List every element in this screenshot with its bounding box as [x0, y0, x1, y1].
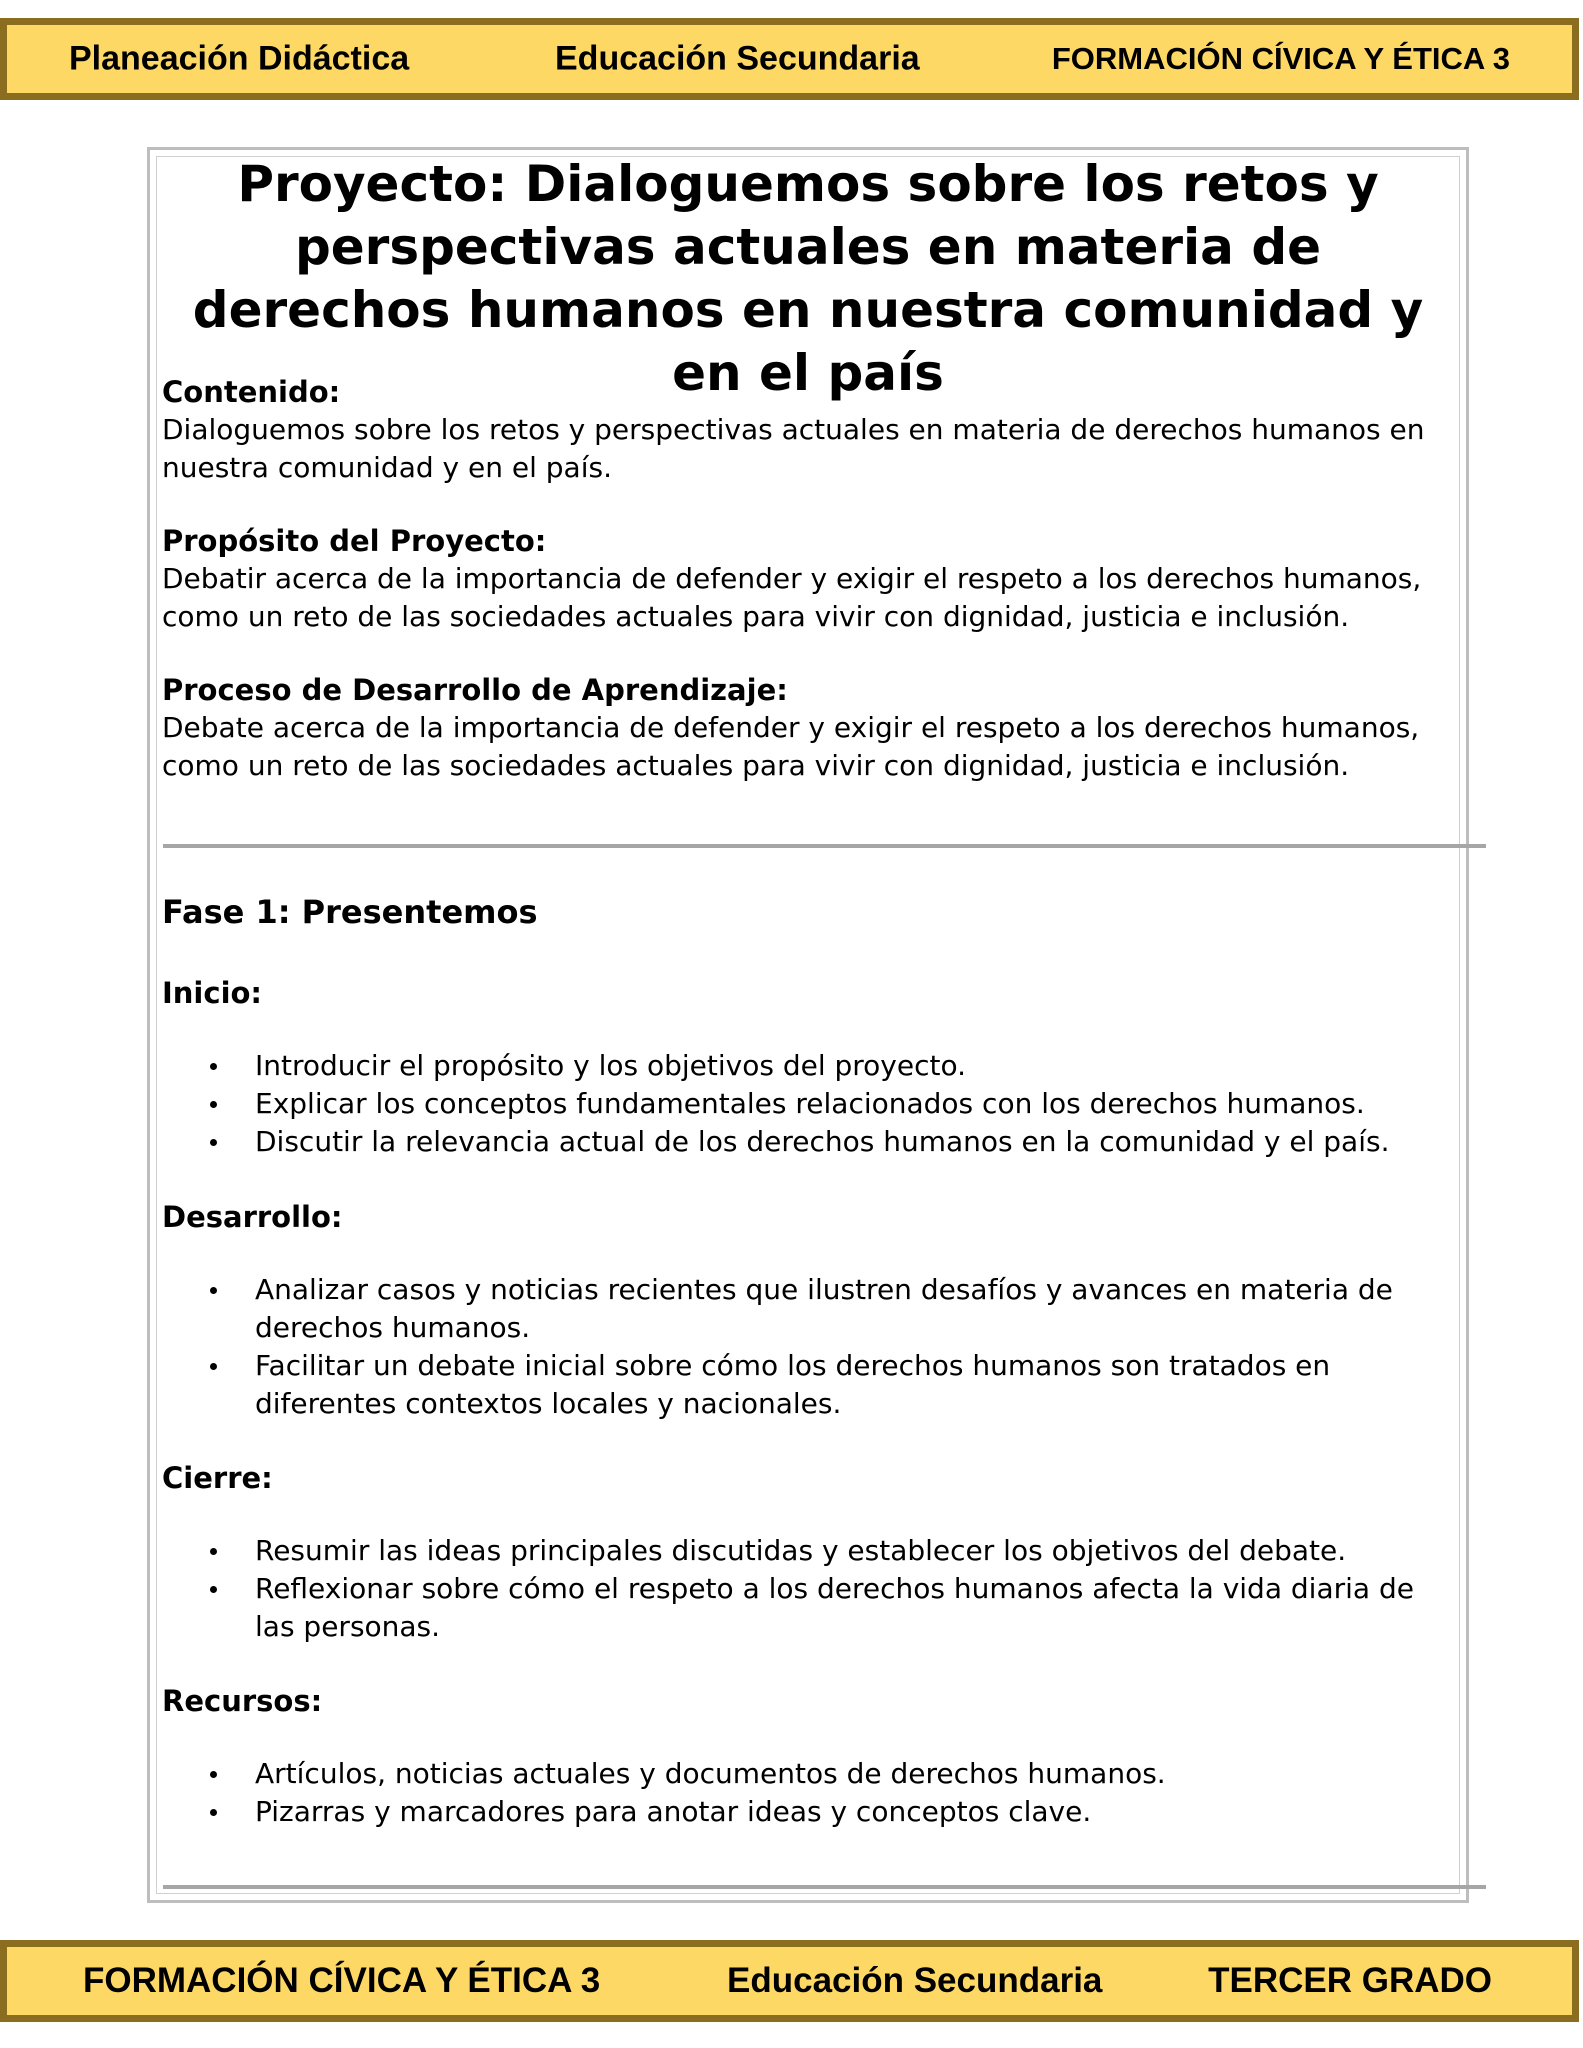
list-item: Pizarras y marcadores para anotar ideas y conceptos clave.: [162, 1793, 1462, 1831]
list-item: Artículos, noticias actuales y documentos de derechos humanos.: [162, 1755, 1462, 1793]
desarrollo-heading: Desarrollo:: [162, 1200, 343, 1234]
recursos-heading: Recursos:: [162, 1684, 323, 1718]
footer-center-text: Educación Secundaria: [727, 1961, 1103, 2000]
bottom-divider: [163, 1885, 1486, 1889]
desarrollo-list: [162, 1271, 1462, 1423]
desarrollo-heading-wrap: [162, 1198, 1462, 1236]
recursos-heading-wrap: [162, 1682, 1462, 1720]
proposito-section: [162, 522, 1462, 636]
footer-left-text: FORMACIÓN CÍVICA Y ÉTICA 3: [83, 1961, 601, 2000]
inicio-heading: Inicio:: [162, 976, 263, 1010]
section-divider: [163, 844, 1486, 848]
list-item: Introducir el propósito y los objetivos del proyecto.: [162, 1047, 1462, 1085]
inicio-heading-wrap: [162, 974, 1462, 1012]
list-item: Explicar los conceptos fundamentales relacionados con los derechos humanos.: [162, 1085, 1462, 1123]
proceso-heading: Proceso de Desarrollo de Aprendizaje:: [162, 673, 788, 707]
list-item: Facilitar un debate inicial sobre cómo los derechos humanos son tratados en diferentes contextos locales y nacionales.: [162, 1347, 1462, 1423]
project-title: Proyecto: Dialoguemos sobre los retos y perspectivas actuales en materia de derechos humanos en nuestra comunidad y en el país: [192, 155, 1424, 402]
cierre-list: [162, 1532, 1462, 1646]
list-item: Resumir las ideas principales discutidas y establecer los objetivos del debate.: [162, 1532, 1462, 1570]
list-item: Reflexionar sobre cómo el respeto a los derechos humanos afecta la vida diaria de las personas.: [162, 1570, 1462, 1646]
proceso-text: Debate acerca de la importancia de defender y exigir el respeto a los derechos humanos, como un reto de las sociedades actuales para vivir con dignidad, justicia e inclusión.: [162, 711, 1420, 782]
list-item: Discutir la relevancia actual de los derechos humanos en la comunidad y el país.: [162, 1123, 1462, 1161]
header-right-text: FORMACIÓN CÍVICA Y ÉTICA 3: [1051, 41, 1510, 76]
recursos-list: [162, 1755, 1462, 1831]
inicio-list: [162, 1047, 1462, 1161]
cierre-heading: Cierre:: [162, 1461, 273, 1495]
fase-title-wrap: [162, 893, 1462, 931]
header-left-text: Planeación Didáctica: [69, 39, 410, 78]
footer-right-text: TERCER GRADO: [1208, 1961, 1492, 2000]
cierre-heading-wrap: [162, 1459, 1462, 1497]
footer-bar: [0, 1940, 1579, 2022]
proposito-text: Debatir acerca de la importancia de defender y exigir el respeto a los derechos humanos, como un reto de las sociedades actuales para vivir con dignidad, justicia e inclusión.: [162, 562, 1422, 633]
header-center-text: Educación Secundaria: [555, 39, 920, 78]
fase-title: Fase 1: Presentemos: [162, 893, 538, 931]
contenido-section: [162, 373, 1462, 487]
list-item: Analizar casos y noticias recientes que ilustren desafíos y avances en materia de derechos humanos.: [162, 1271, 1462, 1347]
proceso-section: [162, 671, 1462, 785]
contenido-text: Dialoguemos sobre los retos y perspectivas actuales en materia de derechos humanos en nuestra comunidad y en el país.: [162, 413, 1425, 484]
header-bar: [0, 18, 1579, 100]
contenido-heading: Contenido:: [162, 375, 341, 409]
proposito-heading: Propósito del Proyecto:: [162, 524, 547, 558]
